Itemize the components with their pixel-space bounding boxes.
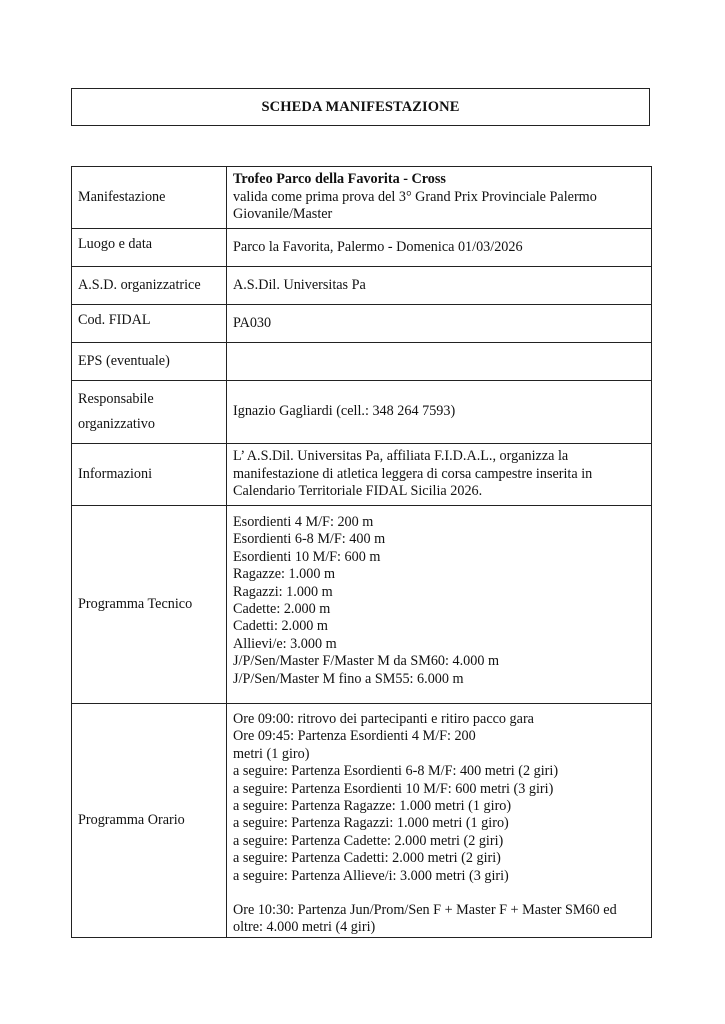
schedule-line: a seguire: Partenza Cadetti: 2.000 metri (2 giri) — [233, 850, 501, 867]
program-line: Esordienti 10 M/F: 600 m — [233, 548, 381, 565]
row-label: A.S.D. organizzatrice — [72, 267, 227, 305]
schedule-line: a seguire: Partenza Allieve/i: 3.000 metri (3 giri) — [233, 867, 509, 884]
schedule-line: Ore 09:45: Partenza Esordienti 4 M/F: 200 — [233, 728, 476, 745]
table-row-asd-organizzatrice — [72, 267, 652, 305]
document-title: SCHEDA MANIFESTAZIONE — [261, 98, 460, 115]
row-label-line: organizzativo — [78, 416, 155, 432]
row-value — [227, 343, 652, 381]
schedule-line: a seguire: Partenza Ragazzi: 1.000 metri (1 giro) — [233, 815, 509, 832]
row-label: Cod. FIDAL — [72, 305, 227, 343]
row-value — [227, 506, 652, 704]
program-line: Cadette: 2.000 m — [233, 601, 331, 618]
table-row-eps — [72, 343, 652, 381]
program-line: Cadetti: 2.000 m — [233, 618, 328, 635]
row-value: PA030 — [227, 305, 652, 343]
program-line: Allievi/e: 3.000 m — [233, 635, 337, 652]
row-label: Programma Orario — [72, 704, 227, 938]
row-value — [227, 704, 652, 938]
schedule-line: metri (1 giro) — [233, 745, 310, 762]
table-row-manifestazione — [72, 167, 652, 229]
event-description-line: valida come prima prova del 3° Grand Prix Provinciale Palermo — [233, 188, 597, 205]
schedule-line: a seguire: Partenza Esordienti 10 M/F: 600 metri (3 giri) — [233, 780, 554, 797]
event-sheet-table — [71, 166, 652, 938]
program-line: Ragazze: 1.000 m — [233, 566, 336, 583]
row-label — [72, 381, 227, 444]
row-label: Programma Tecnico — [72, 506, 227, 704]
info-line: L’ A.S.Dil. Universitas Pa, affiliata F.I.D.A.L., organizza la — [233, 448, 569, 465]
table-row-programma-orario — [72, 704, 652, 938]
row-value — [227, 167, 652, 229]
row-label: Manifestazione — [72, 167, 227, 229]
program-line: J/P/Sen/Master M fino a SM55: 6.000 m — [233, 670, 464, 687]
row-value — [227, 444, 652, 506]
schedule-line: oltre: 4.000 metri (4 giri) — [233, 919, 376, 936]
row-value: Ignazio Gagliardi (cell.: 348 264 7593) — [227, 381, 652, 444]
document-title-box — [71, 88, 650, 126]
schedule-line: Ore 09:00: ritrovo dei partecipanti e ritiro pacco gara — [233, 711, 534, 727]
event-description-line: Giovanile/Master — [233, 206, 333, 223]
row-label: EPS (eventuale) — [72, 343, 227, 381]
schedule-line: a seguire: Partenza Esordienti 6-8 M/F: 400 metri (2 giri) — [233, 763, 559, 780]
row-value: A.S.Dil. Universitas Pa — [227, 267, 652, 305]
table-row-responsabile — [72, 381, 652, 444]
blank-line — [233, 885, 645, 902]
event-name: Trofeo Parco della Favorita - Cross — [233, 171, 446, 188]
table-row-programma-tecnico — [72, 506, 652, 704]
row-label-line: Responsabile — [78, 391, 154, 407]
program-line: J/P/Sen/Master F/Master M da SM60: 4.000 m — [233, 653, 500, 670]
program-line: Esordienti 6-8 M/F: 400 m — [233, 531, 386, 548]
info-line: manifestazione di atletica leggera di corsa campestre inserita in — [233, 465, 593, 482]
row-label: Luogo e data — [72, 229, 227, 267]
row-label: Informazioni — [72, 444, 227, 506]
table-row-luogo-data — [72, 229, 652, 267]
program-line: Esordienti 4 M/F: 200 m — [233, 514, 374, 530]
table-row-cod-fidal — [72, 305, 652, 343]
info-line: Calendario Territoriale FIDAL Sicilia 2026. — [233, 483, 483, 500]
table-row-informazioni — [72, 444, 652, 506]
schedule-line: Ore 10:30: Partenza Jun/Prom/Sen F + Master F + Master SM60 ed — [233, 902, 617, 919]
row-value: Parco la Favorita, Palermo - Domenica 01/03/2026 — [227, 229, 652, 267]
schedule-line: a seguire: Partenza Cadette: 2.000 metri (2 giri) — [233, 832, 504, 849]
program-line: Ragazzi: 1.000 m — [233, 583, 333, 600]
schedule-line: a seguire: Partenza Ragazze: 1.000 metri (1 giro) — [233, 798, 512, 815]
